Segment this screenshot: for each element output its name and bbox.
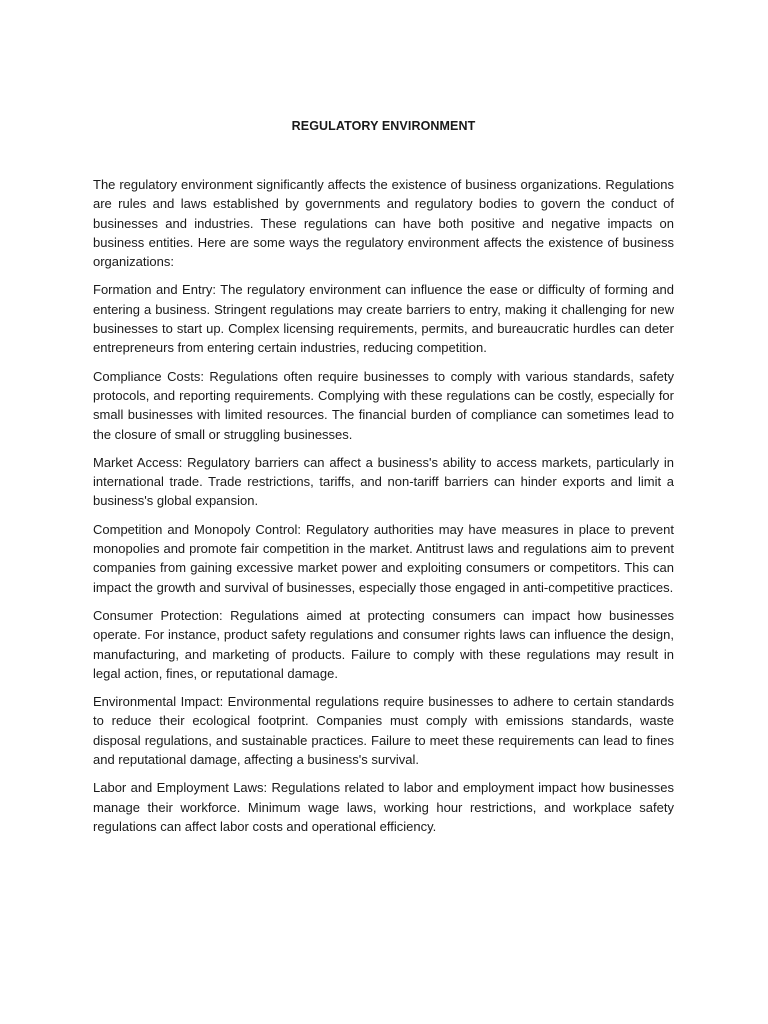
paragraph-consumer-protection: Consumer Protection: Regulations aimed at protecting consumers can impact how businesses operate. For instance, product safety regulations and consumer rights laws can influence the design, manufacturing, and marketing of products. Failure to comply with these regulations may result in legal action, fines, or reputational damage. (93, 607, 674, 681)
paragraph-list (93, 175, 674, 836)
paragraph-labor-employment: Labor and Employment Laws: Regulations related to labor and employment impact how businesses manage their workforce. Minimum wage laws, working hour restrictions, and workplace safety regulations can affect labor costs and operational efficiency. (93, 780, 674, 834)
paragraph-compliance-costs: Compliance Costs: Regulations often require businesses to comply with various standards, safety protocols, and reporting requirements. Complying with these regulations can be costly, especially for small businesses with limited resources. The financial burden of compliance can sometimes lead to the closure of small or struggling businesses. (93, 368, 674, 442)
paragraph-environmental-impact: Environmental Impact: Environmental regulations require businesses to adhere to certain standards to reduce their ecological footprint. Companies must comply with emissions standards, waste disposal regulations, and sustainable practices. Failure to meet these requirements can lead to fines and reputational damage, affecting a business's survival. (93, 694, 674, 768)
paragraph-competition-monopoly: Competition and Monopoly Control: Regulatory authorities may have measures in place to prevent monopolies and promote fair competition in the market. Antitrust laws and regulations aim to prevent companies from gaining excessive market power and exploiting consumers or competitors. This can impact the growth and survival of businesses, especially those engaged in anti-competitive practices. (93, 521, 674, 595)
paragraph-market-access: Market Access: Regulatory barriers can affect a business's ability to access markets, particularly in international trade. Trade restrictions, tariffs, and non-tariff barriers can hinder exports and limit a business's global expansion. (93, 454, 674, 509)
intro-paragraph: The regulatory environment significantly affects the existence of business organizations. Regulations are rules and laws established by governments and regulatory bodies to govern the conduct of businesses and industries. These regulations can have both positive and negative impacts on business entities. Here are some ways the regulatory environment affects the existence of business organizations: (93, 177, 674, 270)
document-title: REGULATORY ENVIRONMENT (291, 119, 476, 133)
paragraph-formation-entry: Formation and Entry: The regulatory environment can influence the ease or difficulty of forming and entering a business. Stringent regulations may create barriers to entry, making it challenging for new businesses to start up. Complex licensing requirements, permits, and bureaucratic hurdles can deter entrepreneurs from entering certain industries, reducing competition. (93, 282, 674, 356)
document-body (93, 117, 674, 845)
